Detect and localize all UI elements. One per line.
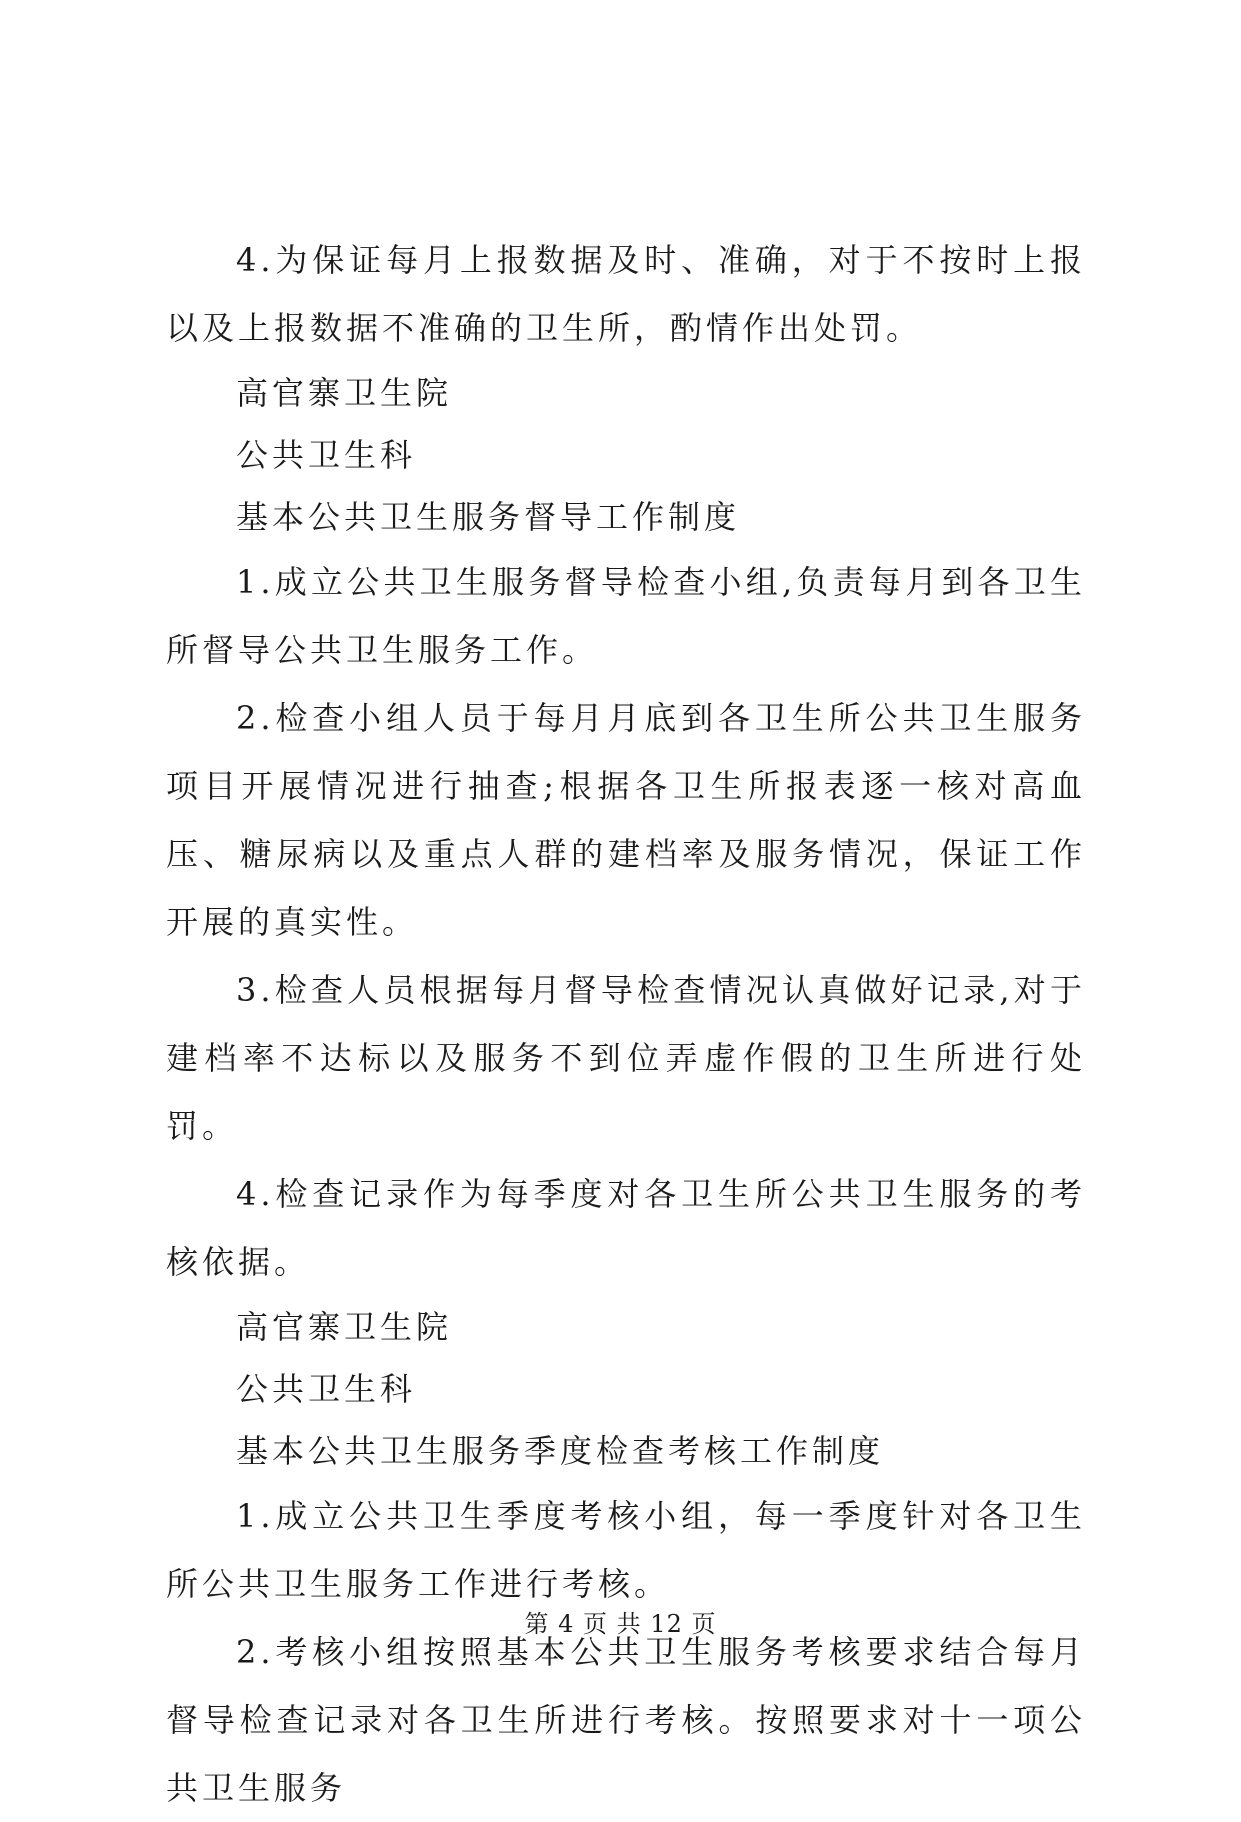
- section-title-supervision: 基本公共卫生服务督导工作制度: [236, 498, 741, 536]
- paragraph-supervision-3: 3.检查人员根据每月督导检查情况认真做好记录,对于建档率不达标以及服务不到位弄虚作假的卫生所进行处罚。: [166, 971, 1086, 1145]
- paragraph-supervision-4: 4.检查记录作为每季度对各卫生所公共卫生服务的考核依据。: [166, 1175, 1086, 1281]
- paragraph-report-penalty: 4.为保证每月上报数据及时、准确，对于不按时上报以及上报数据不准确的卫生所，酌情作出处罚。: [166, 241, 1086, 347]
- document-body: [166, 226, 1086, 1822]
- department-name: 公共卫生科: [236, 436, 417, 474]
- paragraph-supervision-2: 2.检查小组人员于每月月底到各卫生所公共卫生服务项目开展情况进行抽查;根据各卫生所报表逐一核对高血压、糖尿病以及重点人群的建档率及服务情况，保证工作开展的真实性。: [166, 699, 1086, 941]
- paragraph-supervision-1: 1.成立公共卫生服务督导检查小组,负责每月到各卫生所督导公共卫生服务工作。: [166, 563, 1086, 669]
- paragraph-quarterly-2: 2.考核小组按照基本公共卫生服务考核要求结合每月督导检查记录对各卫生所进行考核。按照要求对十一项公共卫生服务: [166, 1633, 1086, 1807]
- org-name: 高官寨卫生院: [236, 374, 453, 412]
- org-name: 高官寨卫生院: [236, 1308, 453, 1346]
- paragraph-quarterly-1: 1.成立公共卫生季度考核小组，每一季度针对各卫生所公共卫生服务工作进行考核。: [166, 1497, 1086, 1603]
- section-title-quarterly: 基本公共卫生服务季度检查考核工作制度: [236, 1432, 885, 1470]
- department-name: 公共卫生科: [236, 1370, 417, 1408]
- page-footer: 第 4 页 共 12 页: [524, 1610, 717, 1638]
